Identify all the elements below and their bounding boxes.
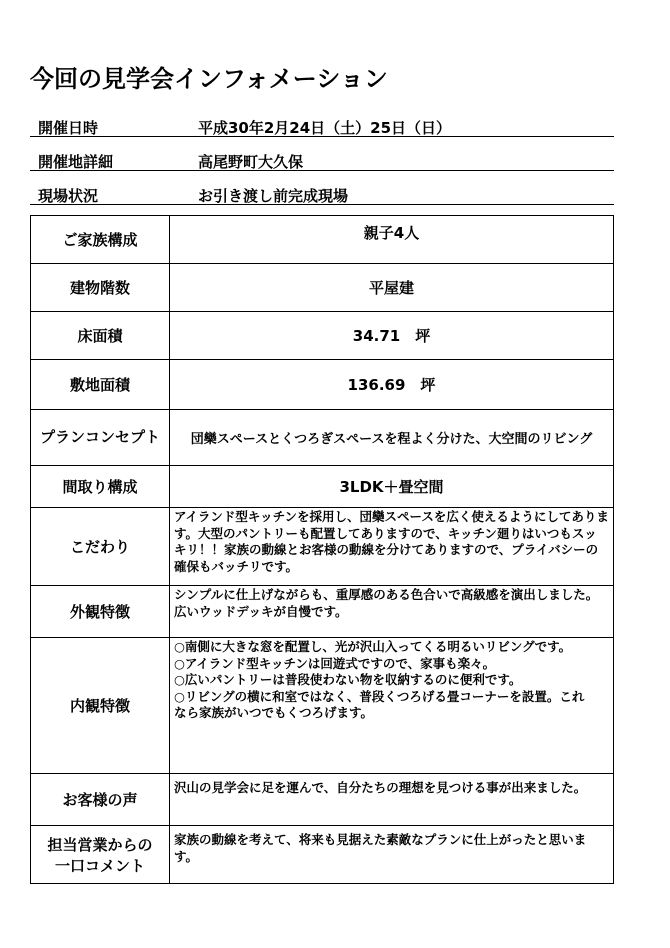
date-label: 開催日時 (38, 119, 99, 137)
comment-label-line: 一口コメント (54, 856, 145, 875)
table-row (31, 774, 614, 826)
status-value: お引き渡し前完成現場 (198, 187, 349, 205)
table-row (31, 216, 614, 264)
floor-area-value: 34.71 坪 (170, 312, 614, 360)
table-row (31, 508, 614, 586)
interior-value (170, 638, 614, 774)
plan-label: プランコンセプト (31, 410, 170, 466)
plan-value: 団欒スペースとくつろぎスペースを程よく分けた、大空間のリビング (170, 410, 614, 466)
date-row (30, 112, 614, 137)
interior-line: ○リビングの横に和室ではなく、普段くつろげる畳コーナーを設置。これ なら家族がいつでもくつろげます。 (174, 688, 602, 720)
floors-label: 建物階数 (31, 264, 170, 312)
interior-line: ○アイランド型キッチンは回遊式ですので、家事も楽々。 (174, 655, 496, 671)
table-row (31, 638, 614, 774)
family-value: 親子4人 (170, 216, 614, 264)
comment-label (31, 826, 170, 884)
interior-line: ○広いパントリーは普段使わない物を収納するのに便利です。 (174, 672, 522, 687)
site-area-value: 136.69 坪 (170, 360, 614, 410)
kodawari-label: こだわり (31, 508, 170, 586)
location-value: 高尾野町大久保 (198, 153, 304, 171)
voice-value: 沢山の見学会に足を運んで、自分たちの理想を見つける事が出来ました。 (170, 774, 614, 826)
layout-label: 間取り構成 (31, 466, 170, 508)
table-row (31, 264, 614, 312)
family-label: ご家族構成 (31, 216, 170, 264)
table-row (31, 826, 614, 884)
comment-label-line: 担当営業からの (47, 835, 153, 854)
date-value: 平成30年2月24日（土）25日（日） (198, 119, 452, 137)
floor-area-label: 床面積 (31, 312, 170, 360)
exterior-value: シンプルに仕上げながらも、重厚感のある色合いで高級感を演出しました。広いウッドデッキが自慢です。 (170, 586, 614, 638)
comment-value: 家族の動線を考えて、将来も見据えた素敵なプランに仕上がったと思います。 (170, 826, 614, 884)
floors-value: 平屋建 (170, 264, 614, 312)
table-row (31, 360, 614, 410)
location-label: 開催地詳細 (38, 153, 114, 171)
page-title: 今回の見学会インフォメーション (30, 65, 388, 93)
location-row (30, 146, 614, 171)
site-area-label: 敷地面積 (31, 360, 170, 410)
table-row (31, 312, 614, 360)
interior-line: ○南側に大きな窓を配置し、光が沢山入ってくる明るいリビングです。 (174, 639, 572, 654)
layout-value: 3LDK＋畳空間 (170, 466, 614, 508)
kodawari-value: アイランド型キッチンを採用し、団欒スペースを広く使えるようにしてあります。大型のパントリーも配置してありますので、キッチン廻りはいつもスッキリ！！家族の動線とお客様の動線を分けてありますので、プライバシーの確保もバッチリです。 (170, 508, 614, 586)
table-row (31, 466, 614, 508)
table-row (31, 410, 614, 466)
status-row (30, 180, 614, 205)
status-label: 現場状況 (38, 187, 99, 205)
table-row (31, 586, 614, 638)
voice-label: お客様の声 (31, 774, 170, 826)
exterior-label: 外観特徴 (31, 586, 170, 638)
info-table (30, 215, 614, 884)
interior-label: 内観特徴 (31, 638, 170, 774)
